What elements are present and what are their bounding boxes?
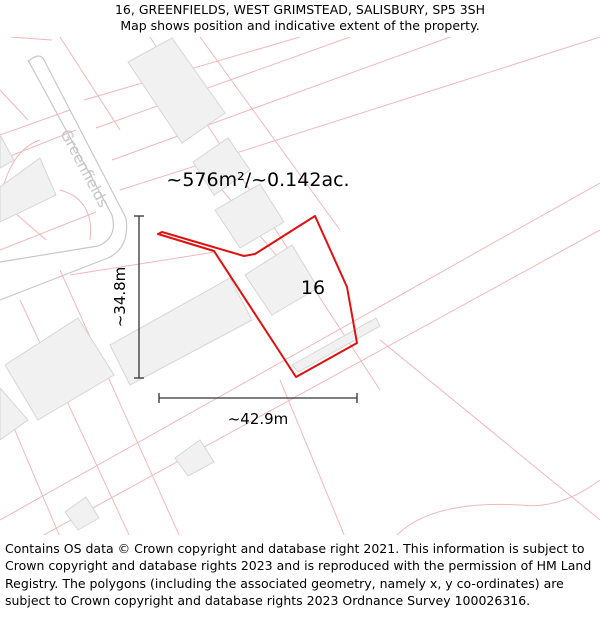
building (5, 318, 114, 420)
copyright-notice: Contains OS data © Crown copyright and database right 2021. This information is subject to Crown copyright and database rights 2023 and is reproduced with the permission of HM Land Registry. The polygons (including the associated geometry, namely x, y co-ordinates) are subject to Crown copyright and database rights 2023 Ordnance Survey 100026316. (5, 541, 592, 608)
property-map[interactable] (0, 37, 600, 535)
house-number-label: 16 (300, 277, 326, 299)
building (175, 440, 214, 476)
building (110, 278, 252, 385)
building (65, 497, 99, 530)
height-measure-label: ~34.8m (111, 266, 129, 328)
area-label: ~576m²/~0.142ac. (166, 169, 350, 191)
building (128, 38, 225, 143)
width-measure-label: ~42.9m (227, 410, 289, 428)
building (0, 135, 14, 168)
page-subtitle: Map shows position and indicative extent of the property. (120, 18, 480, 33)
building (0, 158, 56, 222)
street-name-label: Greenfields (56, 126, 113, 211)
page-title: 16, GREENFIELDS, WEST GRIMSTEAD, SALISBURY, SP5 3SH (114, 2, 486, 17)
building (292, 318, 380, 372)
width-measure (159, 393, 357, 403)
